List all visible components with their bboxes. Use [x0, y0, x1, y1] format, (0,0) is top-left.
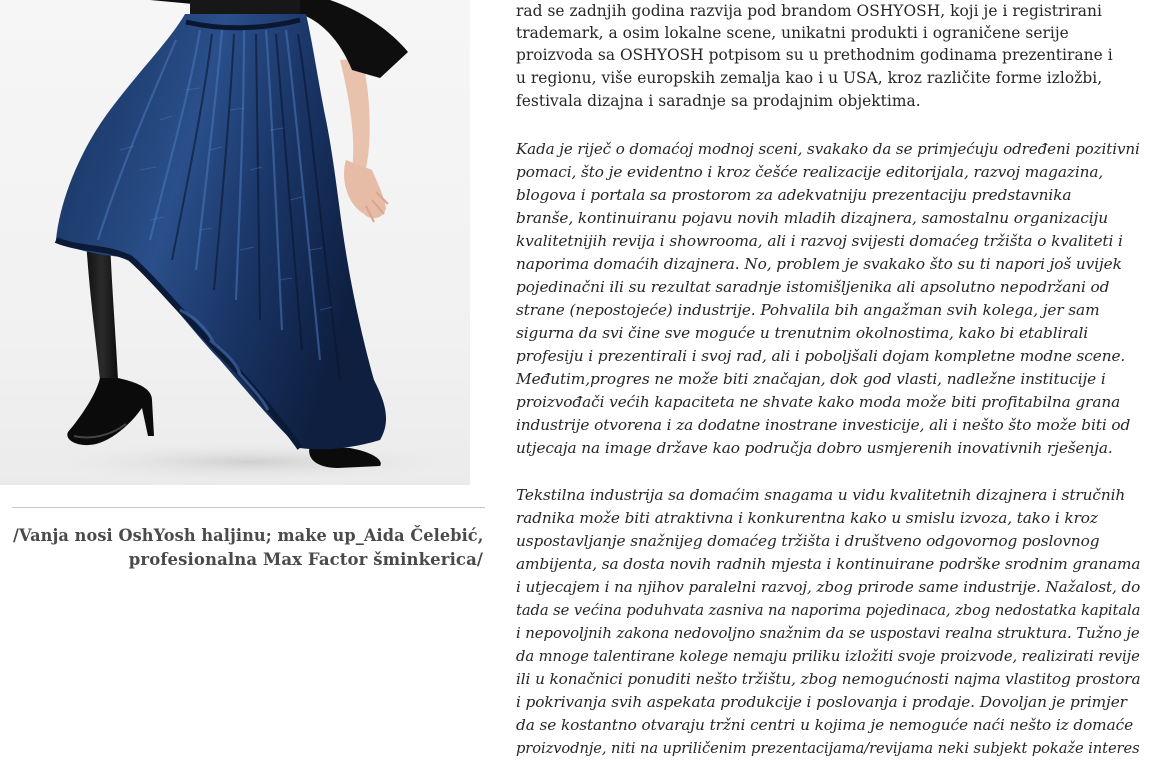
- paragraph-line: proizvoda sa OSHYOSH potpisom su u prethodnim godinama prezentirane i: [516, 46, 1113, 64]
- paragraph-line: radnika može biti atraktivna i konkurentna kako u smislu izvoza, tako i kroz: [516, 509, 1098, 527]
- paragraph-line: da se kostantno otvaraju tržni centri u kojima je nemoguće naći nešto iz domaće: [516, 716, 1134, 734]
- paragraph-line: Tekstilna industrija sa domaćim snagama u vidu kvalitetnih dizajnera i stručnih: [516, 486, 1126, 504]
- fashion-photo: [0, 0, 470, 485]
- paragraph-line: ili u konačnici ponuditi nešto tržištu, zbog nemogućnosti najma vlastitog prostora: [516, 670, 1141, 688]
- paragraph-line: ambijenta, sa dosta novih radnih mjesta i kontinuirane podrške srodnim granama: [516, 555, 1141, 573]
- photo-caption-line-1: /Vanja nosi OshYosh haljinu; make up_Aida Čelebić,: [12, 526, 483, 545]
- paragraph-line: branše, kontinuiranu pojavu novih mladih dizajnera, samostalnu organizaciju: [516, 209, 1108, 227]
- paragraph-line: u regionu, više europskih zemalja kao i u USA, kroz različite forme izložbi,: [516, 69, 1103, 87]
- photo-caption-line-2: profesionalna Max Factor šminkerica/: [128, 550, 483, 569]
- paragraph-line: sigurna da svi čine sve moguće u trenutnim okolnostima, kako bi etablirali: [516, 324, 1089, 342]
- paragraph-line: pojedinačni ili su rezultat saradnje istomišljenika ali apsolutno nepodržani od: [516, 278, 1110, 296]
- paragraph-line: profesiju i prezentirali i svoj rad, ali i poboljšali dojam kompletne modne scene.: [516, 347, 1126, 365]
- paragraph-line: utjecaja na image države kao područja dobro usmjerenih inovativnih rješenja.: [516, 439, 1113, 457]
- paragraph-line: blogova i portala sa prostorom za adekvatniju prezentaciju predstavnika: [516, 186, 1072, 204]
- paragraph-line: proizvodnje, niti na upriličenim prezentacijama/revijama neki subjekt pokaže interes: [516, 739, 1140, 757]
- paragraph-line: i nepovoljnih zakona nedovoljno snažnim da se uspostavi realna struktura. Tužno je: [516, 624, 1140, 642]
- paragraph-line: tada se većina poduhvata zasniva na naporima pojedinaca, zbog nedostatka kapitala: [516, 601, 1141, 619]
- paragraph-line: da mnoge talentirane kolege nemaju priliku izložiti svoje proizvode, realizirati revije: [516, 647, 1140, 665]
- paragraph-line: naporima domaćih dizajnera. No, problem je svakako što su ti napori još uvijek: [516, 255, 1122, 273]
- photo-divider: [12, 507, 485, 508]
- paragraph-line: rad se zadnjih godina razvija pod brandom OSHYOSH, koji je i registrirani: [516, 2, 1102, 20]
- paragraph-line: kvalitetnijih revija i showrooma, ali i razvoj svijesti domaćeg tržišta o kvaliteti i: [516, 232, 1123, 250]
- paragraph-line: trademark, a osim lokalne scene, unikatni produkti i ograničene serije: [516, 24, 1069, 42]
- paragraph-line: industrije otvorena i za dodatne inostrane investicije, ali i nešto što može biti od: [516, 416, 1131, 434]
- paragraph-line: proizvođači većih kapaciteta ne shvate kako moda može biti profitabilna grana: [516, 393, 1121, 411]
- paragraph-line: pomaci, što je evidentno i kroz češće realizacije editorijala, razvoj magazina,: [516, 163, 1104, 181]
- paragraph-line: uspostavljanje snažnijeg domaćeg tržišta i društveno odgovornog poslovnog: [516, 532, 1100, 550]
- paragraph-line: Međutim,progres ne može biti značajan, dok god vlasti, nadležne institucije i: [516, 370, 1106, 388]
- paragraph-line: i pokrivanja svih aspekata produkcije i poslovanja i prodaje. Dovoljan je primjer: [516, 693, 1127, 711]
- paragraph-line: Kada je riječ o domaćoj modnoj sceni, svakako da se primjećuju određeni pozitivni: [516, 140, 1140, 158]
- paragraph-line: strane (nepostojeće) industrije. Pohvalila bih angažman svih kolega, jer sam: [516, 301, 1100, 319]
- paragraph-line: festivala dizajna i saradnje sa prodajnim objektima.: [516, 92, 921, 110]
- paragraph-line: i utjecajem i na njihov paralelni razvoj, zbog prirode same industrije. Nažalost, do: [516, 578, 1141, 596]
